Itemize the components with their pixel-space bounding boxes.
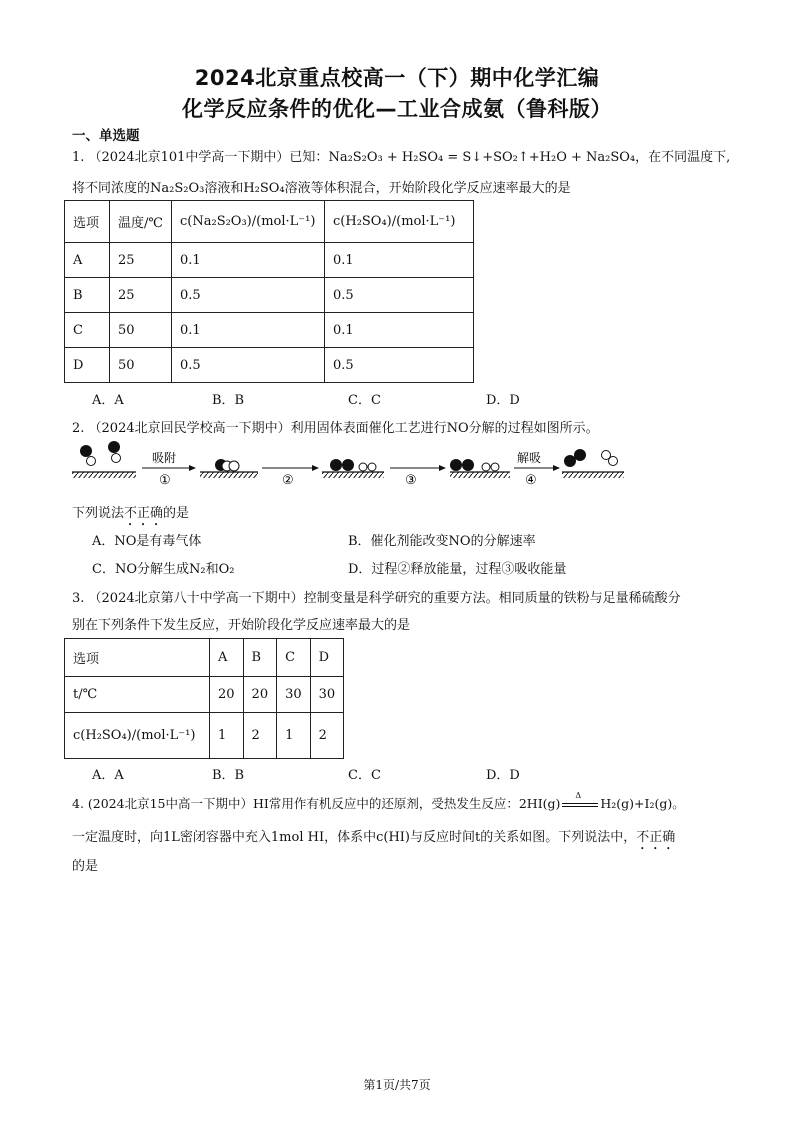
catalyst-surface-1 bbox=[72, 472, 136, 478]
table-cell: 2 bbox=[243, 713, 277, 759]
q4-prefix: 4. (2024北京15中高一下期中）HI常用作有机反应中的还原剂，受热发生反应： bbox=[72, 796, 519, 811]
step-2-number: ② bbox=[282, 473, 294, 488]
reversible-arrow-icon bbox=[560, 790, 600, 812]
q4-emphasis: 不正确 bbox=[636, 830, 676, 845]
q1-equation: Na₂S₂O₃ + H₂SO₄ = S↓+SO₂↑+H₂O + Na₂SO₄ bbox=[328, 150, 636, 165]
table-cell: A bbox=[65, 243, 110, 278]
table-cell: 0.5 bbox=[172, 348, 325, 383]
table-cell: 1 bbox=[210, 713, 244, 759]
table-cell: 30 bbox=[310, 677, 344, 713]
q1-prefix: 1. （2024北京101中学高一下期中）已知： bbox=[72, 150, 329, 165]
q4-stem-line-1 bbox=[72, 790, 685, 812]
table-cell: 0.5 bbox=[172, 278, 325, 313]
q4-arrow-label: Δ bbox=[575, 790, 582, 800]
q1-table bbox=[64, 200, 474, 383]
table-cell: D bbox=[65, 348, 110, 383]
o-atom-icon bbox=[87, 457, 96, 466]
table-row bbox=[65, 243, 474, 278]
n-atom-icon bbox=[330, 459, 342, 471]
q3-stem-line-1: 3. （2024北京第八十中学高一下期中）控制变量是科学研究的重要方法。相同质量的铁粉与足量稀硫酸分 bbox=[72, 591, 681, 606]
table-header-cell: 选项 bbox=[65, 201, 110, 243]
document-title-line-2: 化学反应条件的优化—工业合成氨（鲁科版） bbox=[182, 97, 612, 121]
q4-period: 。 bbox=[672, 796, 685, 811]
q4-equation-right: H₂(g)+I₂(g) bbox=[600, 796, 673, 811]
table-row bbox=[65, 713, 344, 759]
q2-prompt-text: 下列说法 bbox=[72, 506, 125, 521]
q4-text: 一定温度时，向1L密闭容器中充入1mol HI，体系中c(HI)与反应时间t的关系如图。下列说法中， bbox=[72, 830, 637, 845]
table-cell: D bbox=[310, 639, 344, 677]
n-atom-icon bbox=[80, 445, 92, 457]
table-cell: 50 bbox=[110, 348, 172, 383]
table-cell: 0.1 bbox=[325, 313, 474, 348]
table-cell: 2 bbox=[310, 713, 344, 759]
table-cell: c(H₂SO₄)/(mol·L⁻¹) bbox=[65, 713, 210, 759]
q4-stem-line-2 bbox=[72, 826, 675, 853]
q3-option-b: B．B bbox=[212, 768, 245, 783]
table-header-row bbox=[65, 201, 474, 243]
table-cell: C bbox=[65, 313, 110, 348]
q1-suffix: ，在不同温度下, bbox=[635, 150, 731, 165]
table-row bbox=[65, 313, 474, 348]
n-atom-icon bbox=[108, 441, 120, 453]
page-footer: 第1页/共7页 bbox=[363, 1078, 431, 1092]
table-cell: 25 bbox=[110, 278, 172, 313]
table-row bbox=[65, 278, 474, 313]
table-cell: B bbox=[243, 639, 277, 677]
table-cell: 0.1 bbox=[325, 243, 474, 278]
table-cell: B bbox=[65, 278, 110, 313]
o-atom-icon bbox=[359, 463, 367, 471]
q4-equation-left: 2HI(g) bbox=[518, 796, 561, 811]
catalyst-surface-3 bbox=[322, 472, 384, 478]
q4-stem-line-3: 的是 bbox=[72, 859, 99, 874]
n-atom-icon bbox=[564, 455, 576, 467]
table-cell: 0.5 bbox=[325, 278, 474, 313]
document-title-line-1: 2024北京重点校高一（下）期中化学汇编 bbox=[194, 66, 600, 90]
q1-option-b: B．B bbox=[212, 393, 245, 408]
q2-option-d: D．过程②释放能量，过程③吸收能量 bbox=[348, 562, 567, 577]
table-cell: 20 bbox=[243, 677, 277, 713]
o-atom-icon bbox=[609, 457, 618, 466]
table-header-cell: c(H₂SO₄)/(mol·L⁻¹) bbox=[325, 201, 474, 243]
table-cell: A bbox=[210, 639, 244, 677]
table-row bbox=[65, 677, 344, 713]
table-cell: t/℃ bbox=[65, 677, 210, 713]
q2-option-c: C．NO分解生成N₂和O₂ bbox=[92, 562, 235, 577]
table-cell: 1 bbox=[277, 713, 311, 759]
table-row bbox=[65, 348, 474, 383]
o-atom-icon bbox=[229, 461, 239, 471]
q3-table bbox=[64, 638, 344, 759]
step-4-number: ④ bbox=[525, 473, 537, 488]
table-cell: 选项 bbox=[65, 639, 210, 677]
n-atom-icon bbox=[574, 449, 586, 461]
step-3-number: ③ bbox=[405, 473, 417, 488]
q2-prompt-text: 的是 bbox=[163, 506, 190, 521]
q1-option-c: C．C bbox=[348, 393, 381, 408]
table-header-cell: c(Na₂S₂O₃)/(mol·L⁻¹) bbox=[172, 201, 325, 243]
n-atom-icon bbox=[342, 459, 354, 471]
o-atom-icon bbox=[482, 463, 490, 471]
table-cell: 0.1 bbox=[172, 313, 325, 348]
catalyst-surface-4 bbox=[450, 472, 510, 478]
catalyst-surface-5 bbox=[562, 472, 624, 478]
step-1-label: 吸附 bbox=[152, 451, 177, 465]
table-header-cell: 温度/℃ bbox=[110, 201, 172, 243]
table-cell: 50 bbox=[110, 313, 172, 348]
step-1-number: ① bbox=[159, 473, 171, 488]
n-atom-icon bbox=[450, 459, 462, 471]
q3-option-a: A．A bbox=[92, 768, 124, 783]
q1-stem-line-2: 将不同浓度的Na₂S₂O₃溶液和H₂SO₄溶液等体积混合，开始阶段化学反应速率最大的是 bbox=[72, 181, 571, 196]
q1-stem-line-1 bbox=[72, 146, 730, 165]
q3-option-d: D．D bbox=[486, 768, 520, 783]
table-cell: 0.5 bbox=[325, 348, 474, 383]
q3-stem-line-2: 别在下列条件下发生反应，开始阶段化学反应速率最大的是 bbox=[72, 618, 411, 633]
o-atom-icon bbox=[112, 454, 121, 463]
table-cell: 25 bbox=[110, 243, 172, 278]
table-cell: 0.1 bbox=[172, 243, 325, 278]
q2-option-a: A．NO是有毒气体 bbox=[92, 534, 202, 549]
q2-process-diagram bbox=[72, 438, 632, 494]
q3-option-c: C．C bbox=[348, 768, 381, 783]
section-heading: 一、单选题 bbox=[72, 128, 140, 144]
q2-prompt bbox=[72, 502, 189, 529]
q2-stem: 2. （2024北京回民学校高一下期中）利用固体表面催化工艺进行NO分解的过程如图所示。 bbox=[72, 421, 599, 436]
catalyst-surface-2 bbox=[200, 472, 258, 478]
n-atom-icon bbox=[462, 459, 474, 471]
table-cell: C bbox=[277, 639, 311, 677]
o-atom-icon bbox=[491, 463, 499, 471]
q2-prompt-emphasis: 不正确 bbox=[124, 506, 164, 521]
table-cell: 30 bbox=[277, 677, 311, 713]
q1-option-d: D．D bbox=[486, 393, 520, 408]
table-row bbox=[65, 639, 344, 677]
q2-option-b: B．催化剂能改变NO的分解速率 bbox=[348, 534, 536, 549]
table-cell: 20 bbox=[210, 677, 244, 713]
q1-option-a: A．A bbox=[92, 393, 124, 408]
o-atom-icon bbox=[368, 463, 376, 471]
step-4-label: 解吸 bbox=[517, 451, 542, 465]
